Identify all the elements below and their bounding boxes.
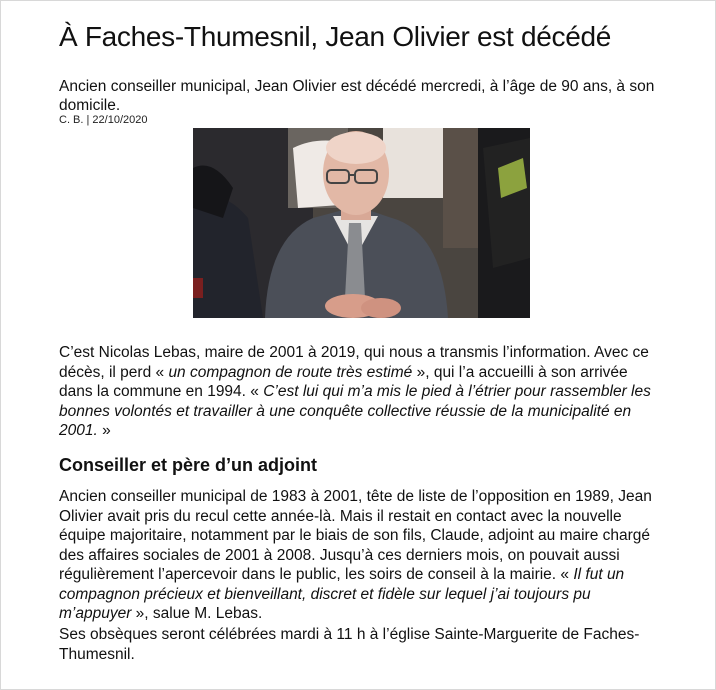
quote-text: Il fut un compagnon précieux et bienveillant, discret et fidèle sur lequel j’ai toujours pu m’appuyer bbox=[59, 566, 625, 622]
text-run: C’est Nicolas Lebas, maire de 2001 à 2019, qui nous a transmis l’information. Avec ce décès, il perd « bbox=[59, 344, 649, 381]
article-title: À Faches-Thumesnil, Jean Olivier est décédé bbox=[59, 21, 612, 52]
article-lead: Ancien conseiller municipal, Jean Olivier est décédé mercredi, à l’âge de 90 ans, à son domicile. bbox=[59, 78, 655, 114]
quote-text: C’est lui qui m’a mis le pied à l’étrier pour rassembler les bonnes volontés et travailler à une conquête collective réussie de la municipalité en 2001. bbox=[59, 383, 651, 439]
text-run: Ancien conseiller municipal de 1983 à 2001, tête de liste de l’opposition en 1989, Jean Olivier avait pris du recul cette année-là. Mais il restait en contact avec la nouvelle équipe majoritaire, notamment par le biais de son fils, Claude, adjoint au maire chargé des affaires sociales de 2001 à 2008. Jusqu’à ces derniers mois, on pouvait aussi régulièrement l’apercevoir dans le public, les soirs de conseil à la mairie. « bbox=[59, 488, 652, 583]
quote-text: un compagnon de route très estimé bbox=[168, 363, 413, 381]
section-subheading: Conseiller et père d’un adjoint bbox=[59, 455, 318, 475]
article-photo bbox=[193, 128, 530, 318]
portrait-photo-illustration bbox=[193, 128, 530, 318]
paragraph-3: Ses obsèques seront célébrées mardi à 11 h à l’église Sainte-Marguerite de Faches-Thumesnil. bbox=[59, 626, 640, 663]
paragraph-1 bbox=[59, 343, 659, 441]
text-run: » bbox=[97, 422, 111, 439]
paragraph-2 bbox=[59, 487, 659, 624]
article-byline: C. B. | 22/10/2020 bbox=[59, 114, 148, 126]
text-run: », salue M. Lebas. bbox=[131, 605, 263, 622]
text-run: », qui l’a accueilli à son arrivée dans la commune en 1994. « bbox=[59, 363, 628, 400]
